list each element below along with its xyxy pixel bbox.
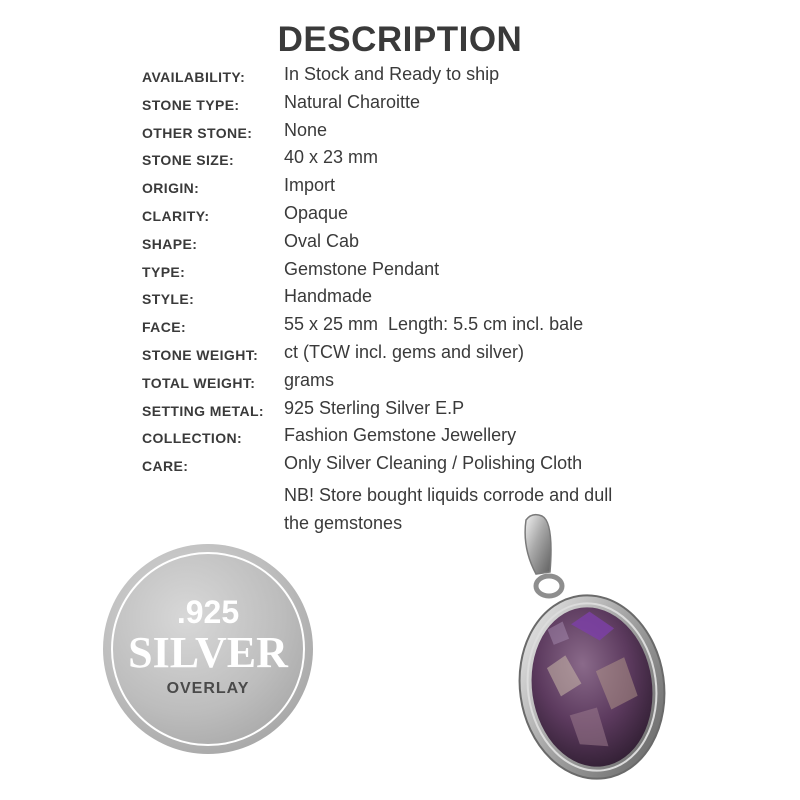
spec-label: SETTING METAL: [142,402,264,419]
spec-label: COLLECTION: [142,430,243,447]
spec-value: 55 x 25 mm Length: 5.5 cm incl. bale [284,314,584,335]
spec-label: ORIGIN: [142,180,200,197]
spec-value: Import [284,175,336,196]
badge-metal: SILVER [128,628,288,677]
spec-label: CLARITY: [142,207,210,224]
spec-value: Gemstone Pendant [284,258,440,279]
spec-value: Oval Cab [284,230,360,251]
spec-value: Only Silver Cleaning / Polishing Cloth [284,453,583,474]
spec-label: STONE TYPE: [142,96,240,113]
spec-label: FACE: [142,319,186,336]
spec-label: CARE: [142,458,189,475]
spec-value: grams [284,369,335,390]
badge-number: .925 [176,594,240,630]
spec-label: STYLE: [142,291,195,308]
spec-label: SHAPE: [142,235,198,252]
spec-label: TOTAL WEIGHT: [142,374,256,391]
spec-label: OTHER STONE: [142,124,253,141]
care-note-line: NB! Store bought liquids corrode and dull [284,485,613,505]
spec-value: Natural Charoitte [284,91,421,112]
silver-overlay-badge-icon [102,543,314,755]
pendant-image [510,512,680,782]
badge-type: OVERLAY [166,680,250,697]
spec-label: STONE WEIGHT: [142,346,259,363]
pendant-bale [525,515,562,596]
page-title: DESCRIPTION [277,20,523,59]
spec-value: Opaque [284,202,349,223]
spec-value: Handmade [284,286,373,307]
spec-value: None [284,119,328,140]
spec-value: Fashion Gemstone Jewellery [284,425,517,446]
care-note-line: the gemstones [284,513,403,533]
spec-value: 40 x 23 mm [284,147,379,168]
spec-value: 925 Sterling Silver E.P [284,397,465,418]
spec-value: In Stock and Ready to ship [284,64,500,84]
pendant-setting [510,586,676,782]
spec-label: STONE SIZE: [142,152,235,169]
spec-label: AVAILABILITY: [142,69,246,85]
spec-value: ct (TCW incl. gems and silver) [284,341,525,362]
spec-label: TYPE: [142,263,186,280]
